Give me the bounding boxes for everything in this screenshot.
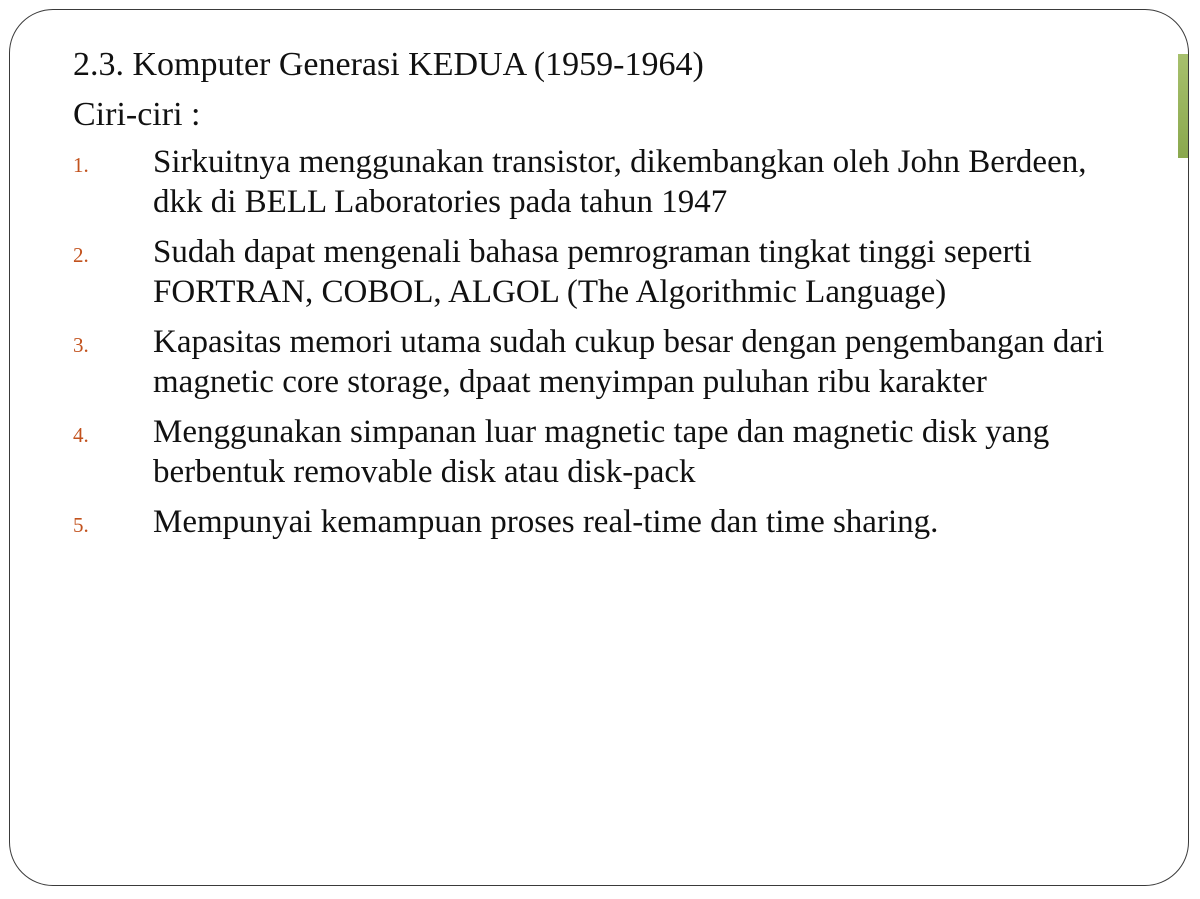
list-item-2 (73, 232, 1133, 312)
list-item-text: Kapasitas memori utama sudah cukup besar dengan pengembangan dari magnetic core storage, dpaat menyimpan puluhan ribu karakter (153, 324, 1105, 400)
list-item-number: 3. (73, 333, 89, 357)
list-item-1 (73, 142, 1133, 222)
slide-heading: 2.3. Komputer Generasi KEDUA (1959-1964) (73, 46, 704, 83)
list-item-text: Menggunakan simpanan luar magnetic tape dan magnetic disk yang berbentuk removable disk atau disk-pack (153, 414, 1050, 490)
corner-ornament (1178, 54, 1188, 158)
list-item-3 (73, 322, 1133, 402)
list-item-text: Mempunyai kemampuan proses real-time dan time sharing. (153, 504, 939, 540)
list-item-number: 1. (73, 153, 89, 177)
list-item-number: 4. (73, 423, 89, 447)
list-item-text: Sudah dapat mengenali bahasa pemrograman tingkat tinggi seperti FORTRAN, COBOL, ALGOL (The Algorithmic Language) (153, 234, 1032, 310)
characteristics-list (73, 142, 1133, 542)
list-item-5 (73, 502, 1133, 542)
list-item-number: 2. (73, 243, 89, 267)
list-item-number: 5. (73, 513, 89, 537)
slide-subheading: Ciri-ciri : (73, 96, 201, 133)
slide-content (73, 42, 1133, 552)
list-item-text: Sirkuitnya menggunakan transistor, dikembangkan oleh John Berdeen, dkk di BELL Laboratories pada tahun 1947 (153, 144, 1087, 220)
list-item-4 (73, 412, 1133, 492)
